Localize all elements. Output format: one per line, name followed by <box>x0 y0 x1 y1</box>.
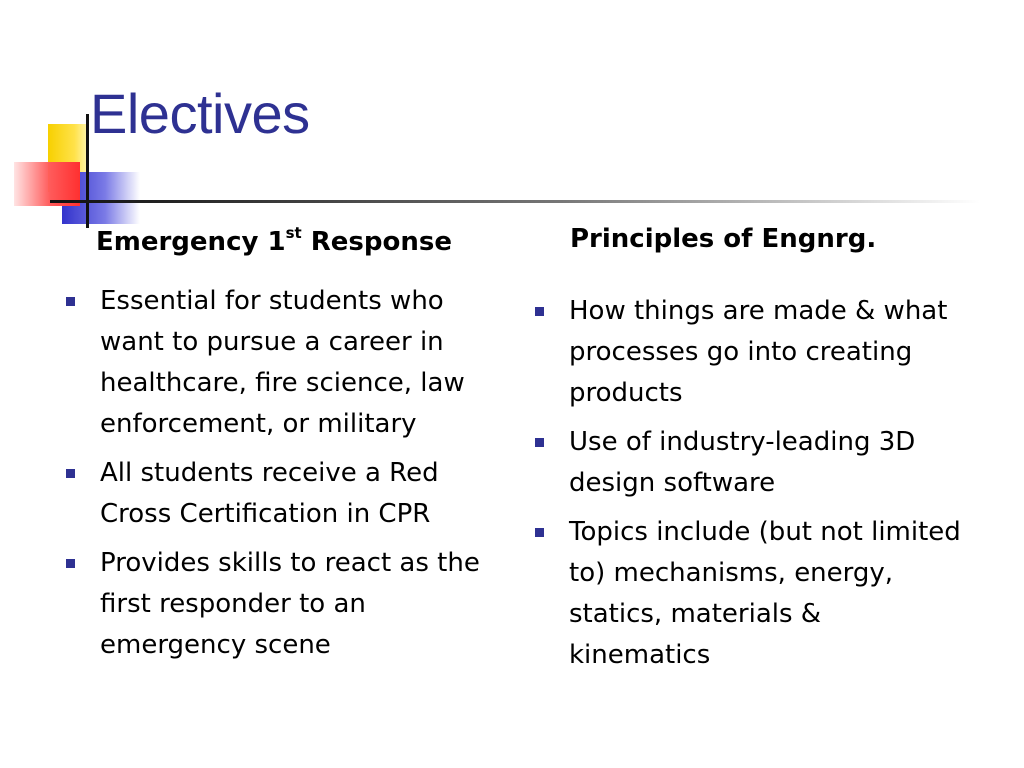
square-bullet-icon <box>535 307 544 316</box>
square-bullet-icon <box>535 438 544 447</box>
square-bullet-icon <box>66 297 75 306</box>
bullet-text: Essential for students who want to pursue a career in healthcare, fire science, law enforcement, or military <box>100 286 465 439</box>
list-item <box>533 291 963 414</box>
left-column-heading <box>96 224 452 257</box>
left-heading-text-end: Response <box>301 227 452 257</box>
list-item <box>533 512 963 676</box>
bullet-text: How things are made & what processes go into creating products <box>569 296 948 408</box>
left-heading-superscript: st <box>285 224 302 242</box>
slide-title: Electives <box>90 82 310 145</box>
right-bullet-list <box>533 291 963 684</box>
left-heading-text: Emergency 1 <box>96 227 286 257</box>
bullet-text: Use of industry-leading 3D design software <box>569 427 916 498</box>
list-item <box>64 543 504 666</box>
bullet-text: All students receive a Red Cross Certification in CPR <box>100 458 439 529</box>
list-item <box>64 453 504 535</box>
left-bullet-list <box>64 281 504 674</box>
vertical-rule <box>86 114 89 228</box>
bullet-text: Topics include (but not limited to) mechanisms, energy, statics, materials & kinematics <box>569 517 961 670</box>
list-item <box>64 281 504 445</box>
list-item <box>533 422 963 504</box>
right-column-heading: Principles of Engnrg. <box>570 224 877 254</box>
square-bullet-icon <box>535 528 544 537</box>
square-bullet-icon <box>66 559 75 568</box>
square-bullet-icon <box>66 469 75 478</box>
title-underline-rule <box>50 200 980 203</box>
bullet-text: Provides skills to react as the first responder to an emergency scene <box>100 548 480 660</box>
